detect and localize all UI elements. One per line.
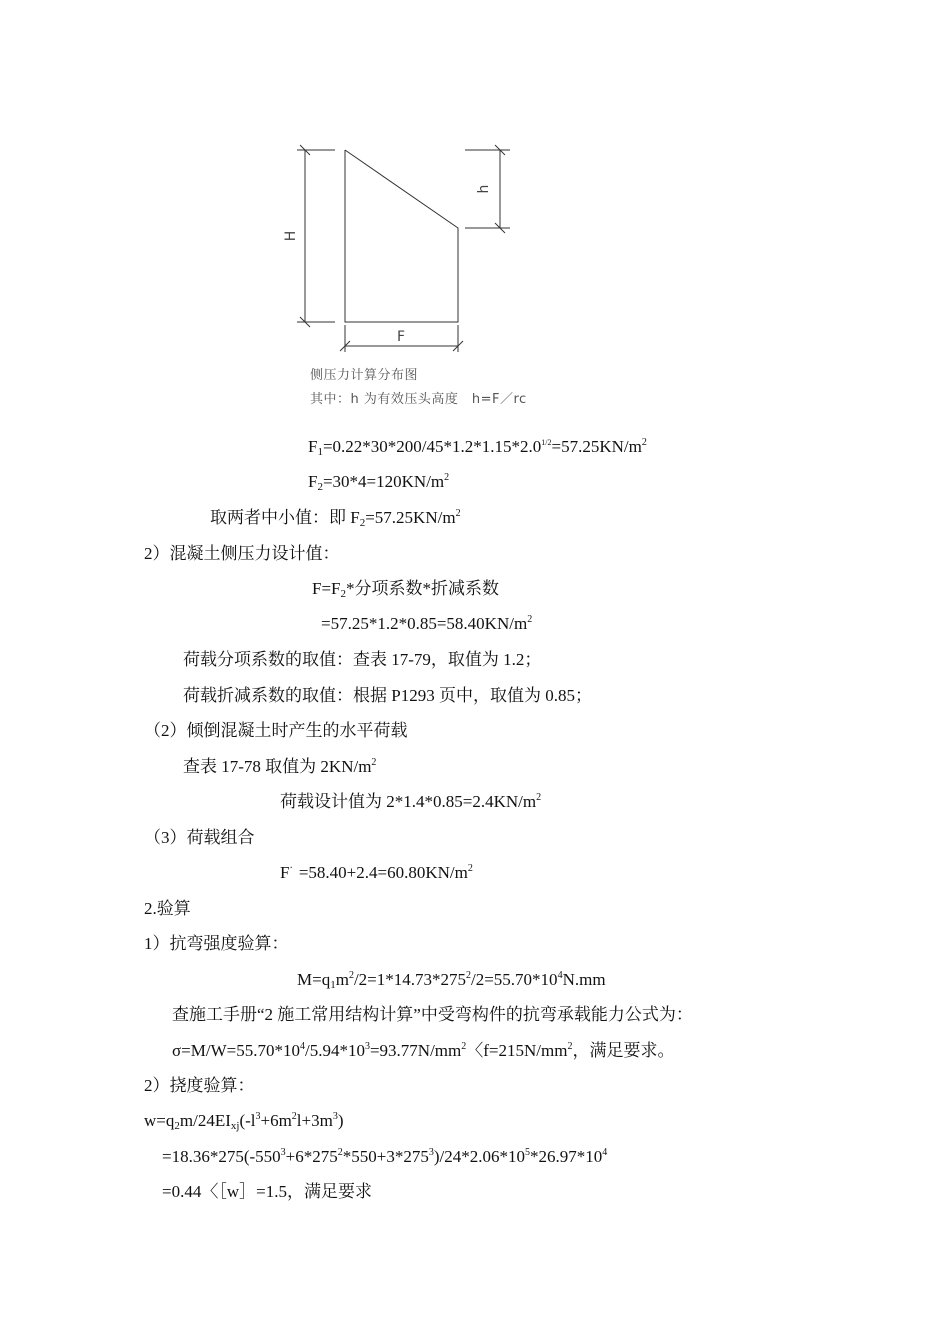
section-load-combination: （3）荷载组合 xyxy=(144,828,255,847)
load-combination-formula: $F^\cdot =58.40+2.4=60.80KN/m^2$ xyxy=(280,863,473,882)
section-deflection-check: 2）挠度验算： xyxy=(144,1076,255,1095)
moment-formula: $M=q_1m^2/2=1*14.73*275^2/2=55.70*10^4N.mm$ xyxy=(297,970,606,991)
section-bending-check: 1）抗弯强度验算： xyxy=(144,934,289,953)
deflection-formula: $w=q_2m/24EI_{xj}(-l^3+6m^2l+3m^3)$ xyxy=(144,1111,344,1132)
label-F: F xyxy=(396,329,406,345)
pressure-distribution-diagram xyxy=(280,135,540,355)
section-horizontal-load: （2）倾倒混凝土时产生的水平荷载 xyxy=(144,721,408,740)
min-value-line: 取两者中小值：即 $F_2=57.25KN/m^2$ xyxy=(210,508,461,529)
section-design-value: 2）混凝土侧压力设计值： xyxy=(144,544,340,563)
horizontal-load-table: 查表 17-78 取值为 $2KN/m^2$ xyxy=(183,757,377,776)
horizontal-load-design: 荷载设计值为 $2*1.4*0.85=2.4KN/m^2$ xyxy=(280,792,542,811)
formula-f-value: $=57.25*1.2*0.85=58.40KN/m^2$ xyxy=(321,614,533,633)
formula-f-definition: $F=F_2*$分项系数*折减系数 xyxy=(312,579,499,600)
formula-f1: $F_1=0.22*30*200/45*1.2*1.15*2.0^{1/2}=57.25KN/m^2$ xyxy=(308,437,647,458)
deflection-substitution: $=18.36*275(-550^3+6*275^2*550+3*275^3)/24*2.06*10^5*26.97*10^4$ xyxy=(162,1147,608,1166)
label-H: H xyxy=(283,230,299,242)
heading-check: 2.验算 xyxy=(144,899,191,918)
handbook-reference: 查施工手册“2 施工常用结构计算”中受弯构件的抗弯承载能力公式为： xyxy=(172,1005,693,1024)
note-reduction-factor: 荷载折减系数的取值：根据 P1293 页中，取值为 0.85； xyxy=(183,686,592,705)
diagram-caption-title: 侧压力计算分布图 xyxy=(310,368,419,383)
stress-formula: $\sigma=M/W=55.70*10^4/5.94*10^3=93.77N/mm^2$〈$f=215N/mm^2$，满足要求。 xyxy=(172,1041,675,1060)
diagram-caption-note: 其中：h 为有效压头高度 h=F／rc xyxy=(310,392,527,407)
label-h: h xyxy=(476,184,492,194)
note-partial-factor: 荷载分项系数的取值：查表 17-79，取值为 1.2； xyxy=(183,650,542,669)
deflection-result: =0.44〈［w］=1.5，满足要求 xyxy=(162,1182,372,1201)
pressure-shape xyxy=(345,150,458,322)
formula-f2: $F_2=30*4=120KN/m^2$ xyxy=(308,472,450,493)
